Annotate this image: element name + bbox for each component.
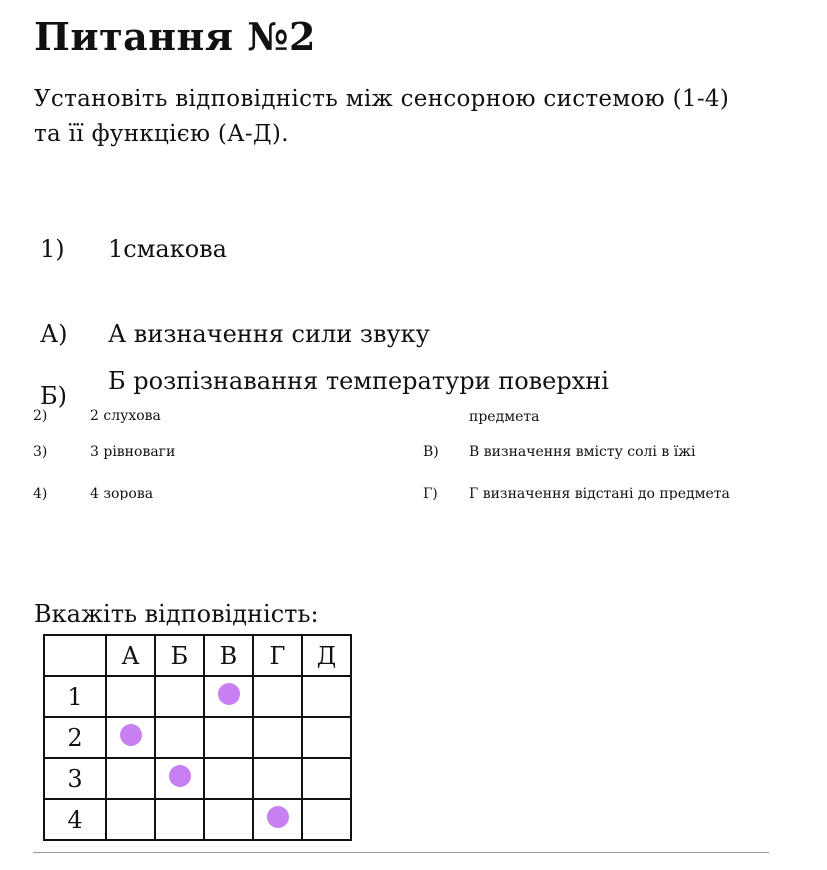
answer-cell[interactable] [155, 717, 204, 758]
answer-cell[interactable] [253, 717, 302, 758]
answer-cell[interactable] [302, 717, 351, 758]
grid-col-header: Г [253, 635, 302, 676]
function-v-letter: В) [423, 444, 439, 460]
function-a-text: А визначення сили звуку [108, 320, 430, 348]
function-b-letter: Б) [40, 382, 67, 410]
instruction-line-2: та її функцією (А-Д). [34, 121, 289, 147]
answer-cell[interactable] [155, 676, 204, 717]
answer-cell[interactable] [106, 676, 155, 717]
system-1-text: 1смакова [108, 235, 227, 263]
grid-row [44, 717, 351, 758]
grid-row-label: 3 [44, 758, 106, 799]
footer-divider [33, 852, 769, 853]
function-v-text: В визначення вмісту солі в їжі [469, 444, 696, 460]
answer-cell[interactable] [106, 799, 155, 840]
answer-grid [43, 634, 352, 841]
system-1-number: 1) [40, 235, 65, 263]
answer-cell[interactable] [204, 799, 253, 840]
grid-col-header: В [204, 635, 253, 676]
answer-cell[interactable] [253, 799, 302, 840]
grid-col-header: Б [155, 635, 204, 676]
grid-row [44, 758, 351, 799]
answer-cell[interactable] [302, 799, 351, 840]
grid-row [44, 676, 351, 717]
clipped-row [0, 478, 827, 500]
answer-cell[interactable] [302, 758, 351, 799]
answer-cell[interactable] [204, 717, 253, 758]
answer-cell[interactable] [253, 676, 302, 717]
answer-cell[interactable] [253, 758, 302, 799]
question-title: Питання №2 [34, 14, 316, 59]
selected-answer-dot [120, 724, 142, 746]
answer-cell[interactable] [155, 799, 204, 840]
system-4-text: 4 зорова [90, 486, 154, 500]
grid-row [44, 799, 351, 840]
function-b-text: Б розпізнавання температури поверхні [108, 367, 609, 395]
system-2-number: 2) [33, 408, 48, 424]
grid-row-label: 4 [44, 799, 106, 840]
system-3-text: 3 рівноваги [90, 444, 176, 460]
function-b-continuation: предмета [469, 409, 540, 425]
instruction-line-1: Установіть відповідність між сенсорною системою (1-4) [34, 86, 730, 112]
answer-cell[interactable] [155, 758, 204, 799]
selected-answer-dot [267, 806, 289, 828]
answer-cell[interactable] [106, 717, 155, 758]
answer-cell[interactable] [302, 676, 351, 717]
grid-row-label: 1 [44, 676, 106, 717]
grid-row-label: 2 [44, 717, 106, 758]
selected-answer-dot [218, 683, 240, 705]
function-g-text: Г визначення відстані до предмета [469, 486, 730, 500]
system-4-number: 4) [33, 486, 48, 500]
answer-prompt: Вкажіть відповідність: [34, 600, 319, 628]
function-a-letter: А) [40, 320, 68, 348]
answer-cell[interactable] [204, 676, 253, 717]
grid-col-header: А [106, 635, 155, 676]
grid-corner [44, 635, 106, 676]
grid-col-header: Д [302, 635, 351, 676]
answer-cell[interactable] [106, 758, 155, 799]
selected-answer-dot [169, 765, 191, 787]
system-3-number: 3) [33, 444, 48, 460]
answer-cell[interactable] [204, 758, 253, 799]
system-2-text: 2 слухова [90, 408, 161, 424]
function-g-letter: Г) [423, 486, 438, 500]
